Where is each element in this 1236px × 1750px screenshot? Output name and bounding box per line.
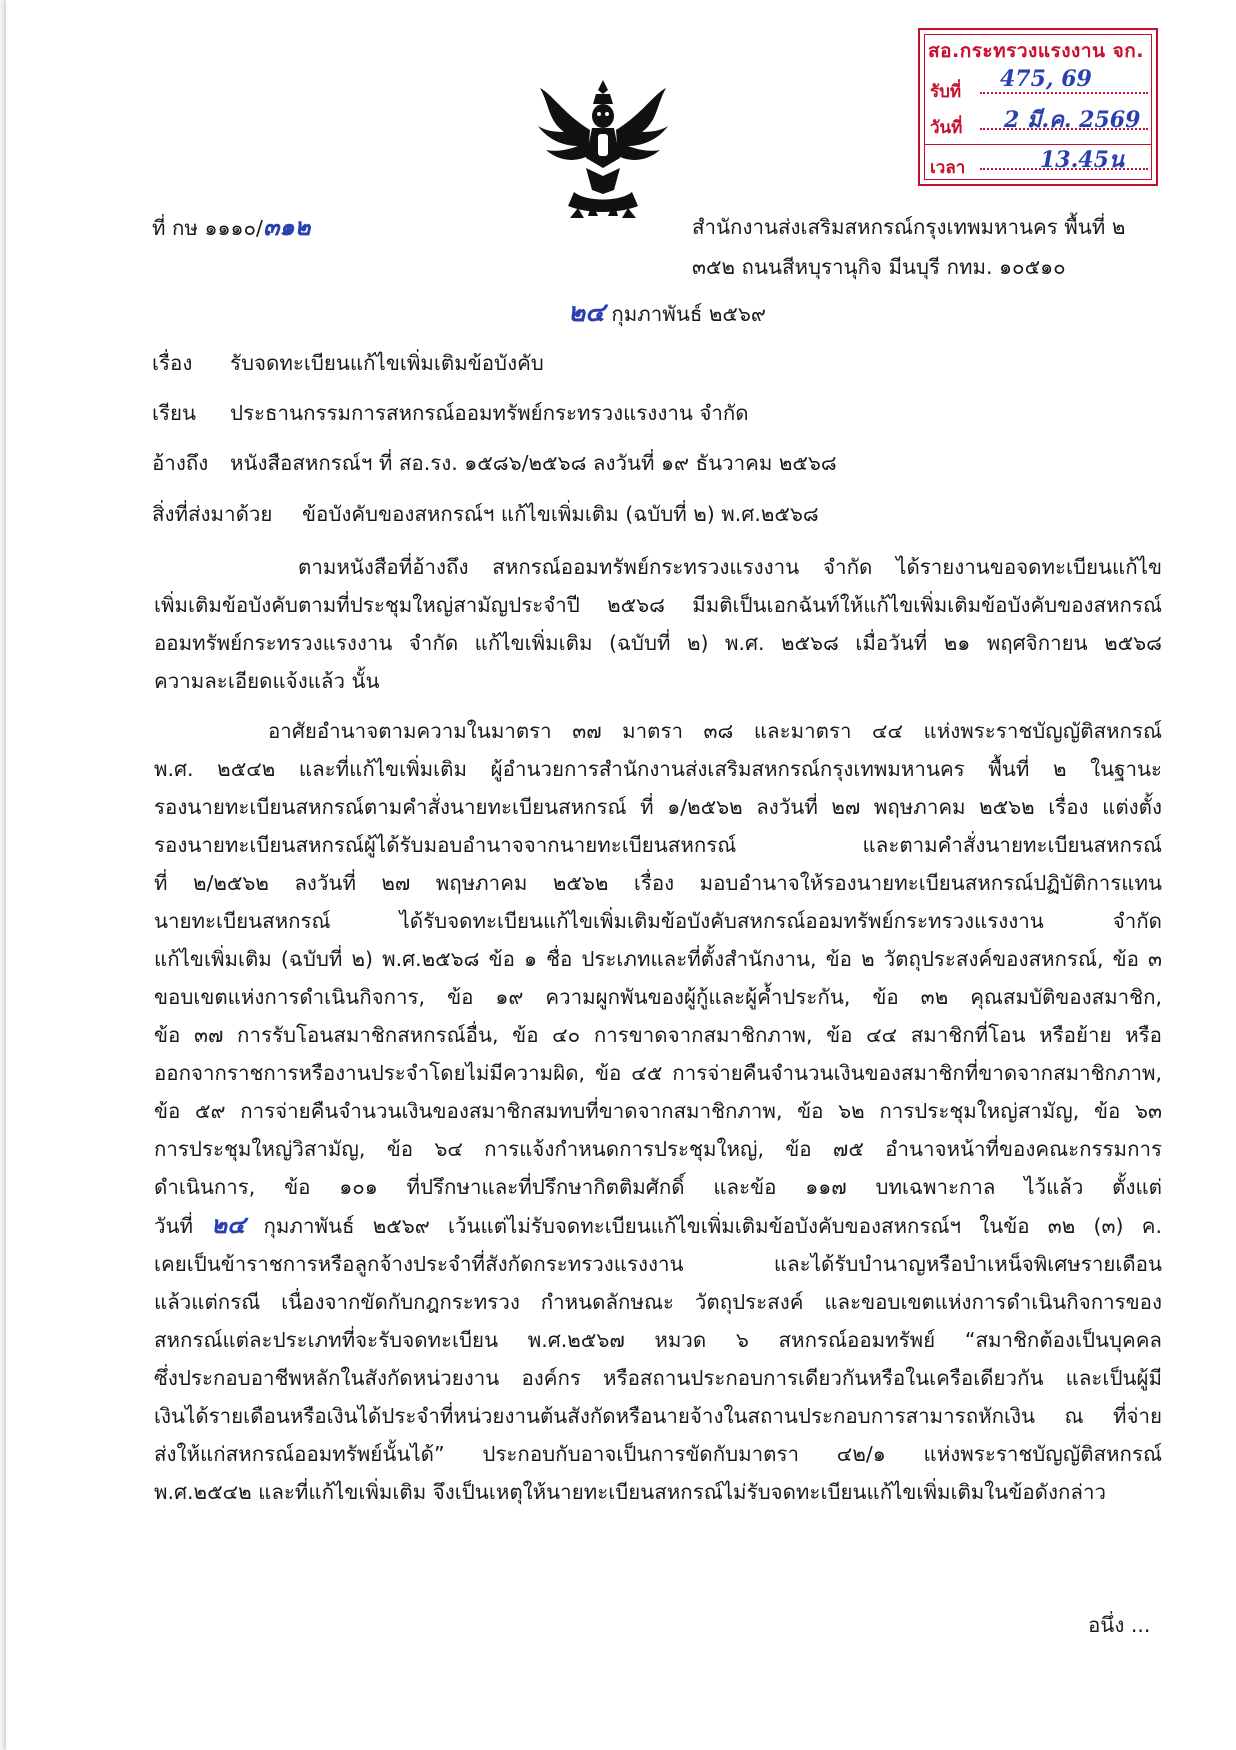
paragraph-2-line: พ.ศ. ๒๕๔๒ และที่แก้ไขเพิ่มเติม ผู้อำนวยการสำนักงานส่งเสริมสหกรณ์กรุงเทพมหานคร พื้นที่ ๒ ในฐานะ <box>154 757 1162 781</box>
paragraph-1-line: เพิ่มเติมข้อบังคับตามที่ประชุมใหญ่สามัญประจำปี ๒๕๖๘ มีมติเป็นเอกฉันท์ให้แก้ไขเพิ่มเติมข้อบังคับของสหกรณ์ <box>154 593 1162 617</box>
enclosure-value: ข้อบังคับของสหกรณ์ฯ แก้ไขเพิ่มเติม (ฉบับที่ ๒) พ.ศ.๒๕๖๘ <box>302 502 819 526</box>
paragraph-2-line: ข้อ ๕๙ การจ่ายคืนจำนวนเงินของสมาชิกสมทบที่ขาดจากสมาชิกภาพ, ข้อ ๖๒ การประชุมใหญ่สามัญ, ข้อ ๖๓ <box>154 1099 1162 1123</box>
reference-handwritten: ๓๑๒ <box>262 212 311 241</box>
date-day-handwritten: ๒๔ <box>568 298 605 328</box>
continued-marker: อนึ่ง ... <box>1088 1613 1151 1637</box>
date-line-prefix: วันที่ <box>154 1214 194 1238</box>
paragraph-2-line: เคยเป็นข้าราชการหรือลูกจ้างประจำที่สังกัดกระทรวงแรงงาน และได้รับบำนาญหรือบำเหน็จพิเศษรายเดือน <box>154 1252 1162 1276</box>
stamp-received-label: รับที่ <box>930 82 962 102</box>
stamp-time-value: 13.45น <box>1040 147 1124 173</box>
paragraph-2-line: รองนายทะเบียนสหกรณ์ผู้ได้รับมอบอำนาจจากนายทะเบียนสหกรณ์ และตามคำสั่งนายทะเบียนสหกรณ์ <box>154 833 1162 857</box>
paragraph-2 <box>154 712 1162 1511</box>
subject-value: รับจดทะเบียนแก้ไขเพิ่มเติมข้อบังคับ <box>230 351 544 375</box>
letter-page <box>6 0 1236 1750</box>
date-month-year: กุมภาพันธ์ ๒๕๖๙ <box>611 302 766 326</box>
paragraph-2-line: แล้วแต่กรณี เนื่องจากขัดกับกฎกระทรวง กำหนดลักษณะ วัตถุประสงค์ และขอบเขตแห่งการดำเนินกิจการของ <box>154 1290 1162 1314</box>
stamp-header: สอ.กระทรวงแรงงาน จก. <box>928 40 1144 62</box>
reference-number <box>152 210 310 245</box>
stamp-date-label: วันที่ <box>930 118 963 138</box>
reference-value: หนังสือสหกรณ์ฯ ที่ สอ.รง. ๑๕๘๖/๒๕๖๘ ลงวันที่ ๑๙ ธันวาคม ๒๕๖๘ <box>230 451 837 475</box>
stamp-date-value: 2 มี.ค. 2569 <box>1004 107 1141 133</box>
paragraph-2-line: ซึ่งประกอบอาชีพหลักในสังกัดหน่วยงาน องค์กร หรือสถานประกอบการเดียวกันหรือในเครือเดียวกัน และเป็นผู้มี <box>154 1366 1162 1390</box>
sender-address: ๓๕๒ ถนนสีหบุรานุกิจ มีนบุรี กทม. ๑๐๕๑๐ <box>692 255 1066 279</box>
paragraph-2-line: อาศัยอำนาจตามความในมาตรา ๓๗ มาตรา ๓๘ และมาตรา ๔๔ แห่งพระราชบัญญัติสหกรณ์ <box>268 719 1162 743</box>
received-stamp <box>918 28 1158 186</box>
paragraph-1 <box>154 548 1162 700</box>
paragraph-2-line: ที่ ๒/๒๕๖๒ ลงวันที่ ๒๗ พฤษภาคม ๒๕๖๒ เรื่อง มอบอำนาจให้รองนายทะเบียนสหกรณ์ปฏิบัติการแทน <box>154 871 1162 895</box>
date-line-rest: กุมภาพันธ์ ๒๕๖๙ เว้นแต่ไม่รับจดทะเบียนแก้ไขเพิ่มเติมข้อบังคับของสหกรณ์ฯ ในข้อ ๓๒ (๓) ค. <box>263 1214 1162 1238</box>
stamp-received-value: 475, 69 <box>1000 66 1092 92</box>
enclosure-label: สิ่งที่ส่งมาด้วย <box>152 502 273 526</box>
paragraph-2-line: เงินได้รายเดือนหรือเงินได้ประจำที่หน่วยงานต้นสังกัดหรือนายจ้างในสถานประกอบการสามารถหักเงิน ณ ที่จ่าย <box>154 1404 1162 1428</box>
paragraph-2-line: รองนายทะเบียนสหกรณ์ตามคำสั่งนายทะเบียนสหกรณ์ ที่ ๑/๒๕๖๒ ลงวันที่ ๒๗ พฤษภาคม ๒๕๖๒ เรื่อง แต่งตั้ง <box>154 795 1162 819</box>
paragraph-2-line: ขอบเขตแห่งการดำเนินกิจการ, ข้อ ๑๙ ความผูกพันของผู้กู้และผู้ค้ำประกัน, ข้อ ๓๒ คุณสมบัติของสมาชิก, <box>154 985 1162 1009</box>
paragraph-2-date-line <box>154 1206 1162 1245</box>
paragraph-2-line: ดำเนินการ, ข้อ ๑๐๑ ที่ปรึกษาและที่ปรึกษากิตติมศักดิ์ และข้อ ๑๑๗ บทเฉพาะกาล ไว้แล้ว ตั้งแต่ <box>154 1175 1162 1199</box>
paragraph-2-line: นายทะเบียนสหกรณ์ ได้รับจดทะเบียนแก้ไขเพิ่มเติมข้อบังคับสหกรณ์ออมทรัพย์กระทรวงแรงงาน จำกัด <box>154 909 1162 933</box>
sender-org: สำนักงานส่งเสริมสหกรณ์กรุงเทพมหานคร พื้นที่ ๒ <box>692 215 1126 239</box>
letter-date <box>568 296 766 331</box>
paragraph-2-line: พ.ศ.๒๕๔๒ และที่แก้ไขเพิ่มเติม จึงเป็นเหตุให้นายทะเบียนสหกรณ์ไม่รับจดทะเบียนแก้ไขเพิ่มเติมในข้อดังกล่าว <box>154 1480 1106 1504</box>
garuda-emblem-icon <box>534 74 672 224</box>
paragraph-1-line: ความละเอียดแจ้งแล้ว นั้น <box>154 669 380 693</box>
to-value: ประธานกรรมการสหกรณ์ออมทรัพย์กระทรวงแรงงาน จำกัด <box>230 401 749 425</box>
stamp-time-label: เวลา <box>930 158 966 178</box>
reference-prefix: ที่ กษ ๑๑๑๐/ <box>152 216 263 240</box>
paragraph-2-line: ออกจากราชการหรืองานประจำโดยไม่มีความผิด, ข้อ ๔๕ การจ่ายคืนจำนวนเงินของสมาชิกที่ขาดจากสมาชิกภาพ, <box>154 1061 1162 1085</box>
subject-label: เรื่อง <box>152 351 193 375</box>
paragraph-1-line: ตามหนังสือที่อ้างถึง สหกรณ์ออมทรัพย์กระทรวงแรงงาน จำกัด ได้รายงานขอจดทะเบียนแก้ไข <box>298 555 1162 579</box>
to-label: เรียน <box>152 401 197 425</box>
paragraph-2-line: การประชุมใหญ่วิสามัญ, ข้อ ๖๔ การแจ้งกำหนดการประชุมใหญ่, ข้อ ๗๕ อำนาจหน้าที่ของคณะกรรมการ <box>154 1137 1162 1161</box>
date-line-handwritten: ๒๔ <box>211 1210 246 1239</box>
paragraph-2-line: แก้ไขเพิ่มเติม (ฉบับที่ ๒) พ.ศ.๒๕๖๘ ข้อ ๑ ชื่อ ประเภทและที่ตั้งสำนักงาน, ข้อ ๒ วัตถุประสงค์ของสหกรณ์, ข้อ ๓ <box>154 947 1162 971</box>
paragraph-2-line: ข้อ ๓๗ การรับโอนสมาชิกสหกรณ์อื่น, ข้อ ๔๐ การขาดจากสมาชิกภาพ, ข้อ ๔๔ สมาชิกที่โอน หรือย้าย หรือ <box>154 1023 1162 1047</box>
paragraph-2-line: ส่งให้แก่สหกรณ์ออมทรัพย์นั้นได้” ประกอบกับอาจเป็นการขัดกับมาตรา ๔๒/๑ แห่งพระราชบัญญัติสหกรณ์ <box>154 1442 1162 1466</box>
paragraph-1-line: ออมทรัพย์กระทรวงแรงงาน จำกัด แก้ไขเพิ่มเติม (ฉบับที่ ๒) พ.ศ. ๒๕๖๘ เมื่อวันที่ ๒๑ พฤศจิกายน ๒๕๖๘ <box>154 631 1162 655</box>
paragraph-2-line: สหกรณ์แต่ละประเภทที่จะรับจดทะเบียน พ.ศ.๒๕๖๗ หมวด ๖ สหกรณ์ออมทรัพย์ “สมาชิกต้องเป็นบุคคล <box>154 1328 1162 1352</box>
reference-label: อ้างถึง <box>152 451 209 475</box>
